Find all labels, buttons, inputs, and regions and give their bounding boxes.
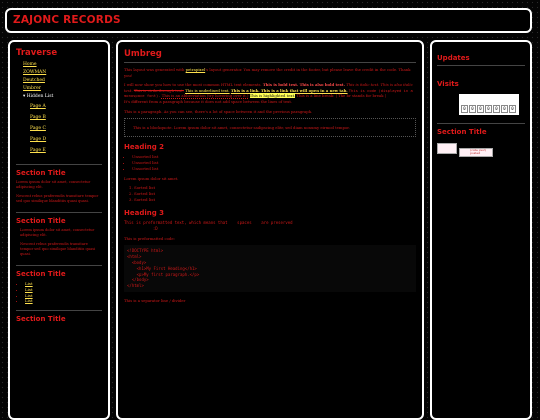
sub-nav-link-page-c[interactable]: Page C (30, 126, 46, 131)
nav-link-deutched[interactable]: Deutched (23, 78, 45, 83)
nav-dropdown-toggle[interactable]: ▾ Hidden List (23, 94, 54, 99)
blockquote: This is a blockquote. Lorem ipsum dolor sit amet, consectetur sadipscing elitr, sed diam nonumy eirmod tempor. (124, 118, 416, 137)
sub-nav-item[interactable] (30, 145, 102, 156)
list-item: • Unsorted list (132, 160, 416, 166)
list-item-text[interactable]: List (25, 281, 33, 286)
italic-text: This is also italic text. (124, 82, 413, 93)
heading-2: Heading 2 (124, 143, 165, 152)
list-item-text[interactable]: List (25, 292, 33, 298)
strike-text: This is strikethrough text. (133, 87, 184, 93)
section-title: Section Title (437, 128, 487, 136)
badge-image[interactable]: (cute yes!) posted (459, 148, 493, 157)
nav-item-home[interactable] (23, 61, 102, 69)
header-bar (5, 8, 532, 33)
paragraph: This is a paragraph. As you can see, there's a lot of space between it and the previous paragraph. (124, 108, 313, 114)
list-item: 3. Sorted list (134, 197, 416, 203)
sub-nav-link-page-d[interactable]: Page D (30, 137, 47, 142)
heading-3: Heading 3 (124, 209, 165, 218)
sub-nav-link-page-e[interactable]: Page E (30, 148, 46, 153)
demo-link[interactable]: This is a link. (230, 87, 260, 93)
demo-text: This is a line break: | The br stands for break | (296, 93, 386, 99)
demo-text: It's different from a paragraph because it does not add space between the lines of text. (124, 98, 293, 104)
section-text: Lorem ipsum dolor sit amet, consectetur adipiscing elit. (16, 180, 91, 189)
page-title: Umbreg (124, 49, 162, 59)
section-title: Section Title (16, 169, 66, 177)
list-item[interactable] (25, 298, 102, 304)
divider (16, 212, 102, 213)
visit-counter (459, 94, 519, 115)
sub-nav-item[interactable] (30, 123, 102, 134)
badge-row (437, 139, 525, 158)
paragraph: This is preformatted code: (124, 235, 175, 241)
list-item-text[interactable]: List (25, 298, 33, 304)
counter-digit: 0 (485, 105, 492, 113)
underline-text: This is underlined text. (185, 87, 230, 93)
counter-digit: 0 (477, 105, 484, 113)
section-text: Nescent rebus praferendis transitare tempor sed quo similique blanditiis quasi quasi. (20, 242, 96, 256)
sub-nav-item[interactable] (30, 101, 102, 112)
section-text: Nescent rebus praferendis transitare tempor sed quo similique blanditiis quasi quasi. (16, 194, 99, 203)
list-item-text[interactable]: List (25, 286, 33, 292)
divider (16, 265, 102, 266)
right-sidebar (430, 40, 532, 420)
main-nav (16, 61, 102, 101)
visits-title: Visits (437, 80, 459, 88)
bold-text: This is also bold text. (299, 82, 345, 88)
intro-text: 's layout generator. You may remove the credit in the footer, but please leave the credit in the code. Thank you! (124, 67, 411, 78)
list-item: 1. Sorted list (134, 185, 416, 191)
section-title: Section Title (16, 217, 66, 225)
highlighted-text: This is highlighted text. (249, 93, 296, 99)
badge-image[interactable] (437, 143, 457, 154)
divider (16, 164, 102, 165)
counter-digit: 0 (501, 105, 508, 113)
bold-text: This is bold text. (262, 82, 299, 88)
sub-nav (16, 101, 102, 156)
counter-digit: 0 (509, 105, 516, 113)
nav-link-zowman[interactable]: ZOWMAN (23, 70, 47, 75)
list-item: • Unsorted list (132, 166, 416, 172)
section-title: Section Title (16, 315, 66, 324)
list-item: 2. Sorted list (134, 191, 416, 197)
list-item: • Unsorted list (132, 154, 416, 160)
demo-newtab-link[interactable]: This is a link that will open in a new tab. (260, 87, 348, 93)
code-block: <!DOCTYPE html> <html> <body> <h1>My First Heading</h1> <p>My first paragraph.</p> </body> </html> (124, 245, 416, 292)
section-text: Lorem ipsum dolor sit amet, consectetur adipiscing elit. (20, 228, 95, 237)
paragraph: This is a separator line / divider (124, 297, 186, 303)
intro-text: This layout was generated with (124, 67, 185, 72)
left-sidebar[interactable] (8, 40, 110, 420)
counter-digit: 0 (469, 105, 476, 113)
section-title: Section Title (16, 270, 66, 278)
sub-nav-item[interactable] (30, 112, 102, 123)
divider (437, 65, 525, 66)
nav-title: Traverse (16, 48, 58, 58)
main-content[interactable] (116, 40, 424, 420)
nav-link-home[interactable]: Home (23, 62, 37, 67)
sub-nav-item[interactable] (30, 134, 102, 145)
nav-link-umbrer[interactable]: Umbrer (23, 86, 41, 91)
code-text: This is code (displayed in a monospace font). (124, 87, 413, 99)
sub-nav-link-page-b[interactable]: Page B (30, 115, 46, 120)
divider (16, 310, 102, 311)
nav-item-umbrer[interactable] (23, 85, 102, 93)
sub-nav-link-page-a[interactable]: Page A (30, 104, 46, 109)
intro-paragraph (124, 67, 416, 78)
divider (124, 62, 416, 63)
counter-digit: 0 (493, 105, 500, 113)
nav-item-deutched[interactable] (23, 77, 102, 85)
generator-credit-link[interactable]: petrapixel (185, 67, 206, 72)
divider (437, 123, 525, 124)
abbreviation-text: This is an abbreviation (try hovering over it.) (161, 93, 249, 99)
sorted-list (124, 185, 416, 203)
preformatted-text: This is preformatted text, which means that spaces are preserved :D (124, 220, 293, 231)
updates-title: Updates (437, 54, 470, 62)
unsorted-list (124, 154, 416, 171)
demo-text: I will now show you how to use the most common HTML text elements. (124, 82, 262, 88)
italic-text: This is italic text. (346, 82, 380, 88)
nav-item-zowman[interactable] (23, 69, 102, 77)
site-title: ZAJONC RECORDS (13, 14, 121, 26)
section-list (16, 281, 102, 304)
demo-paragraph (124, 82, 416, 104)
counter-digit: 0 (461, 105, 468, 113)
paragraph: Lorem ipsum dolor sit amet. (124, 175, 179, 181)
